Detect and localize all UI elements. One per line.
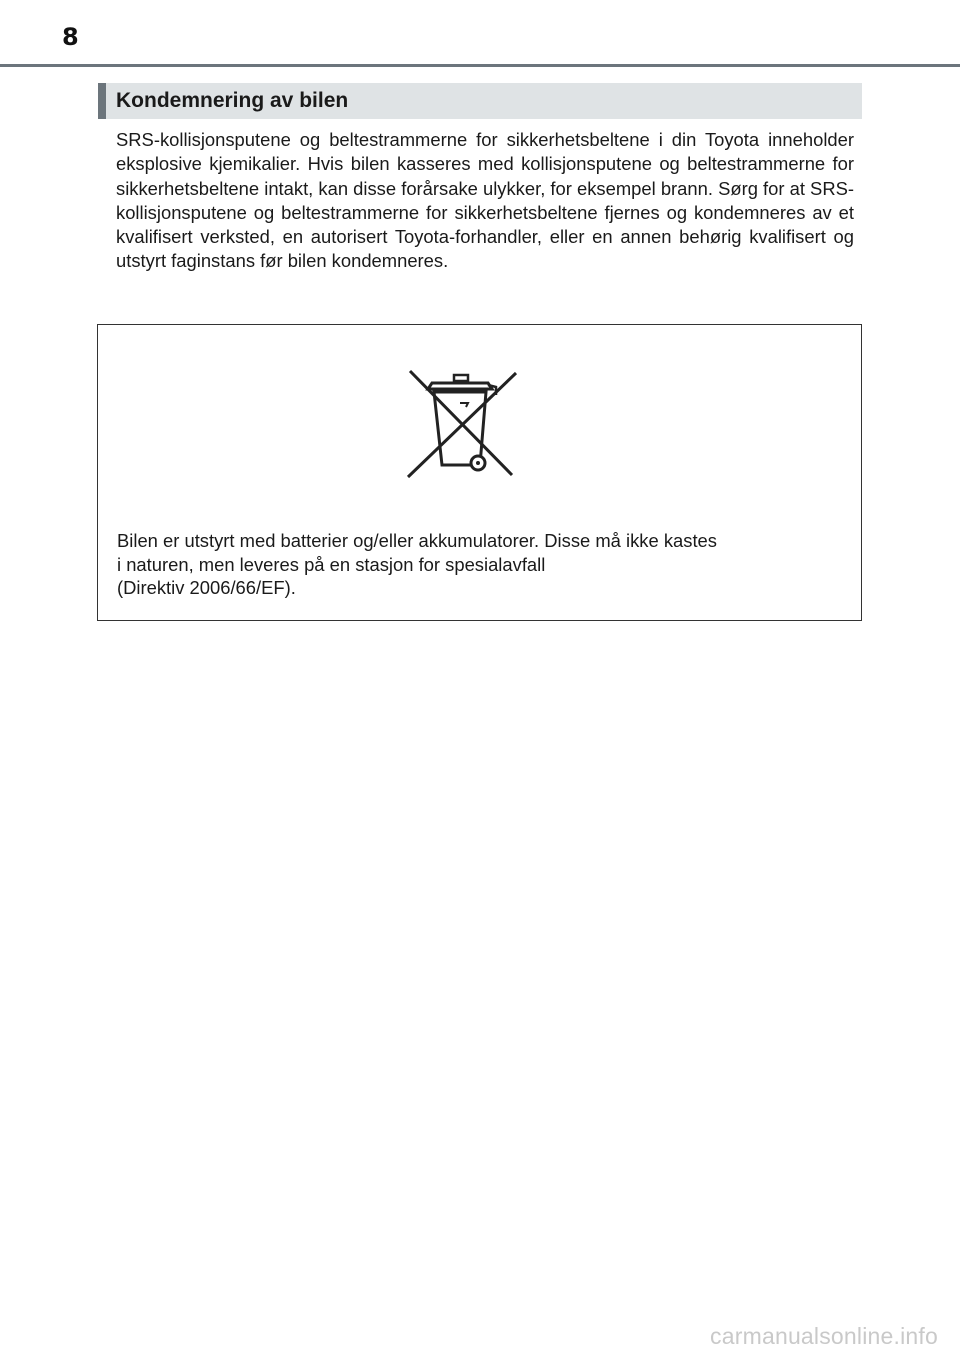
notice-text bbox=[117, 529, 847, 600]
top-divider bbox=[0, 64, 960, 67]
section-body-text: SRS-kollisjonsputene og beltestrammerne for sikkerhetsbeltene i din Toyota inneholder eksplosive kjemikalier. Hvis bilen kasseres med kollisjonsputene og beltestrammerne for sikkerhetsbeltene intakt, kan disse forårsake ulykker, for eksempel brann. Sørg for at SRS-kollisjonsputene og beltestrammerne for sikkerhetsbeltene fjernes og kondemneres av et kvalifisert verksted, en autorisert Toyota-forhandler, eller en annen behørig kvalifisert og utstyrt faginstans før bilen kondemneres. bbox=[116, 129, 854, 272]
section-title: Kondemnering av bilen bbox=[116, 89, 349, 112]
notice-line: Bilen er utstyrt med batterier og/eller akkumulatorer. Disse må ikke kastes bbox=[117, 530, 717, 551]
watermark: carmanualsonline.info bbox=[710, 1323, 938, 1349]
section-header bbox=[98, 83, 862, 119]
page-number: 8 bbox=[62, 23, 79, 51]
notice-line: i naturen, men leveres på en stasjon for spesialavfall bbox=[117, 553, 546, 575]
crossed-out-wheelie-bin-icon bbox=[402, 365, 520, 481]
battery-disposal-notice bbox=[97, 324, 862, 621]
notice-line: (Direktiv 2006/66/EF). bbox=[117, 577, 296, 598]
